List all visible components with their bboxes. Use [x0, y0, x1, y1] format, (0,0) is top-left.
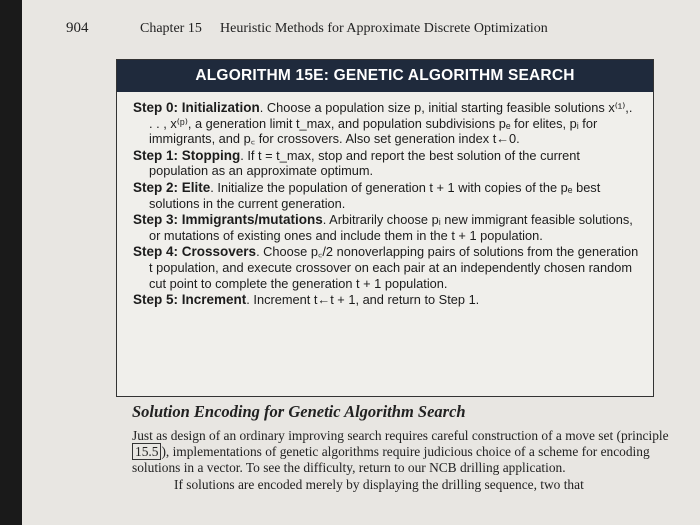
step-label: Step 1: Stopping	[133, 147, 241, 163]
step-text: . Increment t←t + 1, and return to Step 1.	[246, 292, 480, 308]
step-text: . Choose a population size p, initial starting feasible solutions x⁽¹⁾,. . . , x⁽ᵖ⁾, a generation limit t_max, and population subdivisions pₑ for elites, pᵢ for immigrants, and p꜀ for crossovers. Also set generation index t←0.	[149, 100, 633, 147]
step-label: Step 0: Initialization	[133, 100, 260, 115]
step-4	[133, 244, 639, 291]
chapter-label: Chapter 15	[140, 21, 202, 36]
algorithm-box	[116, 59, 654, 397]
algorithm-title: ALGORITHM 15E: GENETIC ALGORITHM SEARCH	[117, 60, 653, 92]
chapter-title: Heuristic Methods for Approximate Discrete Optimization	[220, 21, 548, 36]
book-page	[22, 0, 700, 525]
section-title: Solution Encoding for Genetic Algorithm Search	[132, 402, 466, 421]
paragraph-1: Just as design of an ordinary improving search requires careful construction of a move set (principle 15.5 ), implementations of genetic algorithms require judicious choice of a scheme for encoding solutions in a vector. To see the difficulty, return to our NCB drilling application.	[132, 428, 669, 476]
paragraph-2: If solutions are encoded merely by displaying the drilling sequence, two that	[174, 476, 584, 492]
principle-reference: 15.5	[132, 443, 161, 460]
step-label: Step 5: Increment	[133, 292, 247, 308]
step-text: . Choose p꜀/2 nonoverlapping pairs of solutions from the generation t population, and execute crossover on each pair at an independently chosen random cut point to complete the generation t + 1 population.	[149, 244, 639, 291]
algorithm-steps	[133, 100, 639, 309]
step-3	[133, 212, 639, 243]
step-text: . Arbitrarily choose pᵢ new immigrant feasible solutions, or mutations of existing ones and include them in the t + 1 population.	[149, 212, 633, 243]
section	[132, 402, 672, 493]
step-label: Step 4: Crossovers	[133, 244, 257, 260]
step-1	[133, 148, 639, 179]
step-5	[133, 292, 639, 308]
step-label: Step 2: Elite	[133, 179, 211, 195]
step-text: . If t = t_max, stop and report the best solution of the current population as an approximate optimum.	[149, 147, 580, 179]
page-number: 904	[66, 20, 89, 36]
step-label: Step 3: Immigrants/mutations	[133, 212, 323, 228]
step-2	[133, 180, 639, 211]
step-0	[133, 100, 639, 147]
step-text: . Initialize the population of generation t + 1 with copies of the pₑ best solutions in the current generation.	[149, 179, 601, 211]
